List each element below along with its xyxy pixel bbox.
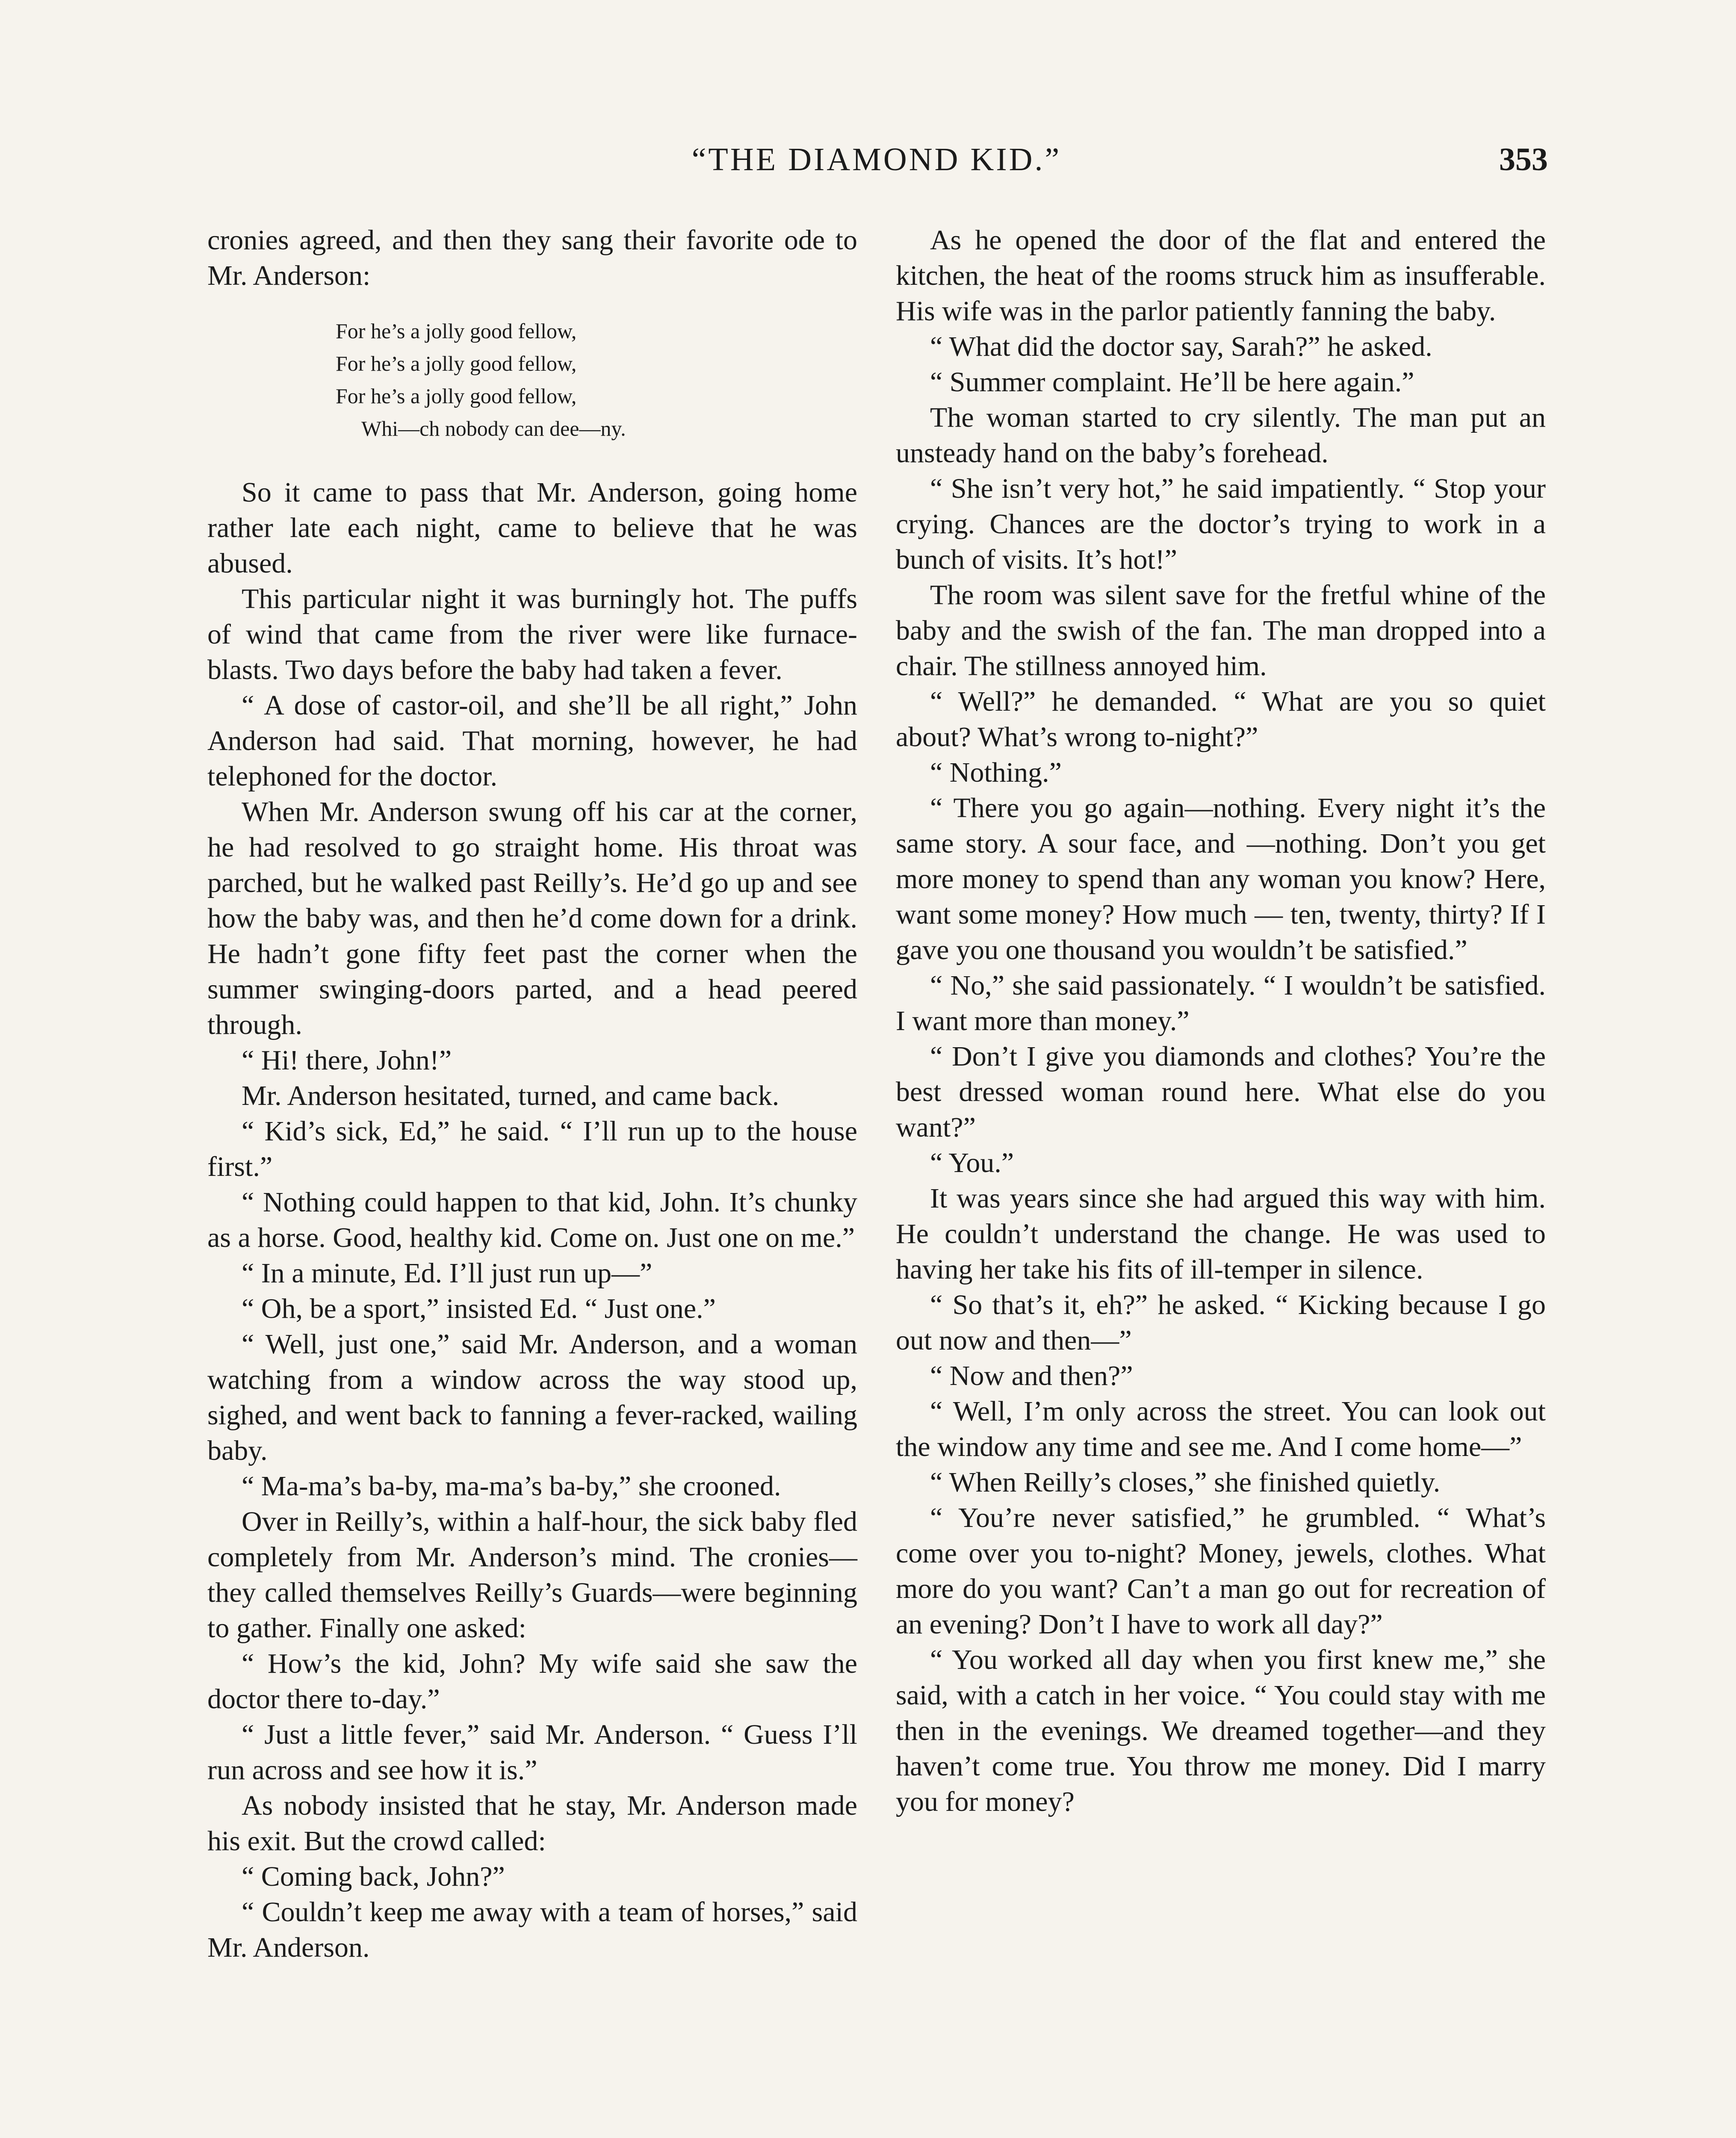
paragraph: “ You’re never satisfied,” he grumbled. “ What’s come over you to-night? Money, jewels, clothes. What more do you want? Can’t a man go out for recreation of an evening? Don’t I have to work all day?”	[896, 1502, 1546, 1640]
paragraph: When Mr. Anderson swung off his car at the corner, he had resolved to go straight home. His throat was parched, but he walked past Reilly’s. He’d go up and see how the baby was, and then he’d come down for a drink. He hadn’t gone fifty feet past the corner when the summer swinging-doors parted, and a head peered through.	[207, 796, 857, 1040]
paragraph: Mr. Anderson hesitated, turned, and came back.	[242, 1080, 779, 1111]
paragraph: “ Summer complaint. He’ll be here again.”	[930, 366, 1414, 398]
page-header	[205, 141, 1548, 192]
paragraph: cronies agreed, and then they sang their favorite ode to Mr. Anderson:	[207, 224, 857, 291]
paragraph: “ Hi! there, John!”	[242, 1045, 452, 1076]
paragraph: “ Just a little fever,” said Mr. Anderson. “ Guess I’ll run across and see how it is.”	[207, 1719, 857, 1786]
verse-line: Whi—ch nobody can dee—ny.	[361, 416, 626, 440]
paragraph: As he opened the door of the flat and entered the kitchen, the heat of the rooms struck him as insufferable. His wife was in the parlor patiently fanning the baby.	[896, 224, 1546, 327]
verse-line: For he’s a jolly good fellow,	[336, 319, 577, 343]
paragraph: As nobody insisted that he stay, Mr. Anderson made his exit. But the crowd called:	[207, 1790, 857, 1857]
song-verse	[336, 315, 857, 445]
paragraph: The room was silent save for the fretful whine of the baby and the swish of the fan. The man dropped into a chair. The stillness annoyed him.	[896, 579, 1546, 682]
paragraph: “ Kid’s sick, Ed,” he said. “ I’ll run up to the house first.”	[207, 1116, 857, 1182]
paragraph: “ Couldn’t keep me away with a team of horses,” said Mr. Anderson.	[207, 1896, 857, 1963]
paragraph: “ Oh, be a sport,” insisted Ed. “ Just one.”	[242, 1293, 716, 1324]
paragraph: “ What did the doctor say, Sarah?” he asked.	[930, 331, 1432, 362]
paragraph: “ Well?” he demanded. “ What are you so quiet about? What’s wrong to-night?”	[896, 686, 1546, 753]
page-number: 353	[1499, 142, 1548, 177]
paragraph: “ How’s the kid, John? My wife said she saw the doctor there to-day.”	[207, 1648, 857, 1715]
paragraph: It was years since she had argued this way with him. He couldn’t understand the change. He was used to having her take his fits of ill-temper in silence.	[896, 1183, 1546, 1285]
paragraph: The woman started to cry silently. The man put an unsteady hand on the baby’s forehead.	[896, 402, 1546, 469]
paragraph: Over in Reilly’s, within a half-hour, the sick baby fled completely from Mr. Anderson’s mind. The cronies—they called themselves Reilly’s Guards—were beginning to gather. Finally one asked:	[207, 1506, 857, 1644]
paragraph: This particular night it was burningly hot. The puffs of wind that came from the river were like furnace-blasts. Two days before the baby had taken a fever.	[207, 583, 857, 685]
right-column	[896, 222, 1546, 1819]
paragraph: “ Nothing could happen to that kid, John. It’s chunky as a horse. Good, healthy kid. Come on. Just one on me.”	[207, 1187, 857, 1253]
verse-line: For he’s a jolly good fellow,	[336, 351, 577, 375]
paragraph: “ Nothing.”	[930, 757, 1062, 788]
paragraph: “ There you go again—nothing. Every night it’s the same story. A sour face, and —nothing. Don’t you get more money to spend than any woman you know? Here, want some money? How much — ten, twenty, thirty? If I gave you one thousand you wouldn’t be satisfied.”	[896, 792, 1546, 966]
paragraph: “ Coming back, John?”	[242, 1861, 505, 1892]
paragraph: “ Now and then?”	[930, 1360, 1133, 1391]
paragraph: “ She isn’t very hot,” he said impatiently. “ Stop your crying. Chances are the doctor’s trying to work in a bunch of visits. It’s hot!”	[896, 473, 1546, 575]
paragraph: “ You worked all day when you first knew me,” she said, with a catch in her voice. “ You could stay with me then in the evenings. We dreamed together—and they haven’t come true. You throw me money. Did I marry you for money?	[896, 1644, 1546, 1817]
left-column	[207, 222, 857, 1965]
paragraph: “ When Reilly’s closes,” she finished quietly.	[930, 1467, 1441, 1498]
paragraph: “ A dose of castor-oil, and she’ll be all right,” John Anderson had said. That morning, however, he had telephoned for the doctor.	[207, 690, 857, 792]
paragraph: “ So that’s it, eh?” he asked. “ Kicking because I go out now and then—”	[896, 1289, 1546, 1356]
verse-line: For he’s a jolly good fellow,	[336, 384, 577, 408]
running-title: “THE DIAMOND KID.”	[691, 142, 1062, 177]
paragraph: “ Ma-ma’s ba-by, ma-ma’s ba-by,” she crooned.	[242, 1471, 781, 1502]
paragraph: So it came to pass that Mr. Anderson, going home rather late each night, came to believe that he was abused.	[207, 477, 857, 579]
paragraph: “ No,” she said passionately. “ I wouldn’t be satisfied. I want more than money.”	[896, 970, 1546, 1037]
paragraph: “ Well, I’m only across the street. You can look out the window any time and see me. And I come home—”	[896, 1396, 1546, 1462]
paragraph: “ You.”	[930, 1147, 1014, 1178]
paragraph: “ In a minute, Ed. I’ll just run up—”	[242, 1258, 652, 1289]
paragraph: “ Don’t I give you diamonds and clothes? You’re the best dressed woman round here. What else do you want?”	[896, 1041, 1546, 1143]
paragraph: “ Well, just one,” said Mr. Anderson, and a woman watching from a window across the way stood up, sighed, and went back to fanning a fever-racked, wailing baby.	[207, 1329, 857, 1466]
